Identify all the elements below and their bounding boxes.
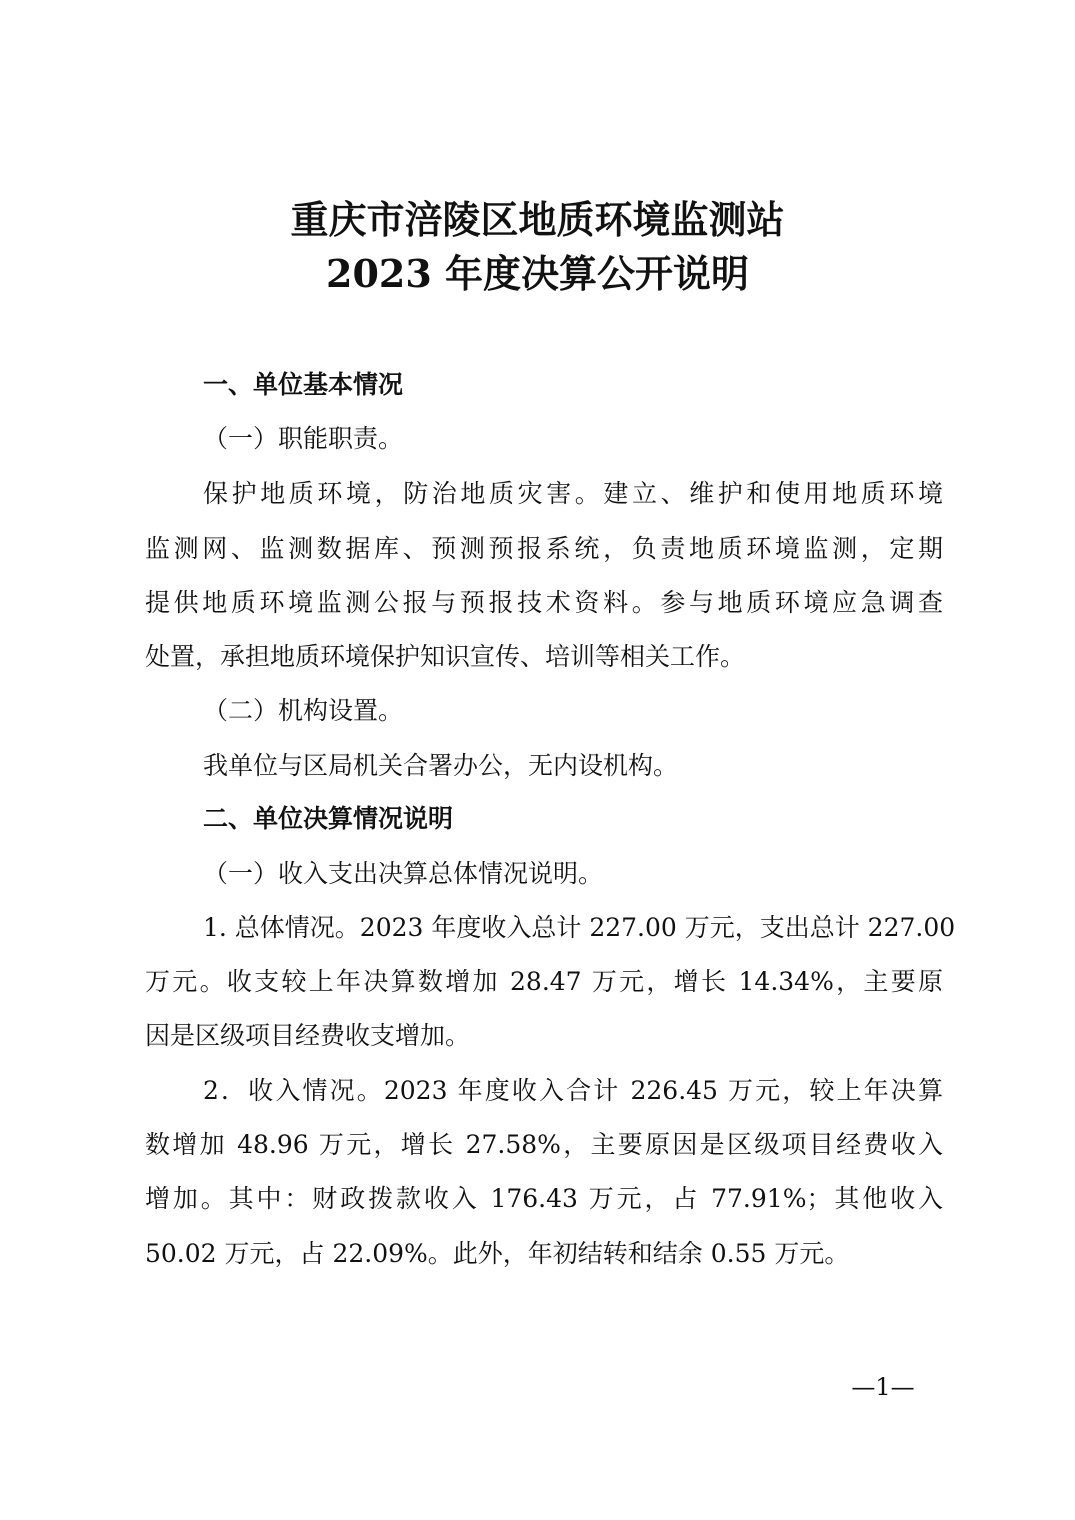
- paragraph-line: 万元。收支较上年决算数增加 28.47 万元，增长 14.34%，主要原: [145, 967, 943, 996]
- paragraph-line: 50.02 万元，占 22.09%。此外，年初结转和结余 0.55 万元。: [145, 1239, 850, 1268]
- paragraph-line: 数增加 48.96 万元，增长 27.58%，主要原因是区级项目经费收入: [145, 1130, 943, 1159]
- paragraph-line: 保护地质环境，防治地质灾害。建立、维护和使用地质环境: [203, 479, 943, 508]
- paragraph-line: 2．收入情况。2023 年度收入合计 226.45 万元，较上年决算: [203, 1076, 943, 1105]
- paragraph-line: 提供地质环境监测公报与预报技术资料。参与地质环境应急调查: [145, 588, 943, 617]
- document-title-line-2: 2023 年度决算公开说明: [326, 251, 749, 296]
- paragraph-line: 处置，承担地质环境保护知识宣传、培训等相关工作。: [145, 642, 746, 671]
- section-1-heading: 一、单位基本情况: [203, 370, 404, 399]
- section-1-sub-1-heading: （一）职能职责。: [203, 424, 404, 453]
- document-title-line-1: 重庆市涪陵区地质环境监测站: [290, 197, 785, 242]
- paragraph-line: 因是区级项目经费收支增加。: [145, 1021, 471, 1050]
- paragraph-line: 监测网、监测数据库、预测预报系统，负责地质环境监测，定期: [145, 534, 943, 563]
- page-number: —1—: [851, 1373, 915, 1401]
- paragraph-line: 增加。其中：财政拨款收入 176.43 万元，占 77.91%；其他收入: [145, 1184, 943, 1213]
- section-1-sub-2-heading: （二）机构设置。: [203, 696, 404, 725]
- section-2-heading: 二、单位决算情况说明: [203, 804, 454, 833]
- paragraph-line: 1. 总体情况。2023 年度收入总计 227.00 万元，支出总计 227.00: [203, 913, 956, 942]
- section-2-sub-1-heading: （一）收入支出决算总体情况说明。: [203, 859, 604, 888]
- paragraph-line: 我单位与区局机关合署办公，无内设机构。: [203, 751, 679, 780]
